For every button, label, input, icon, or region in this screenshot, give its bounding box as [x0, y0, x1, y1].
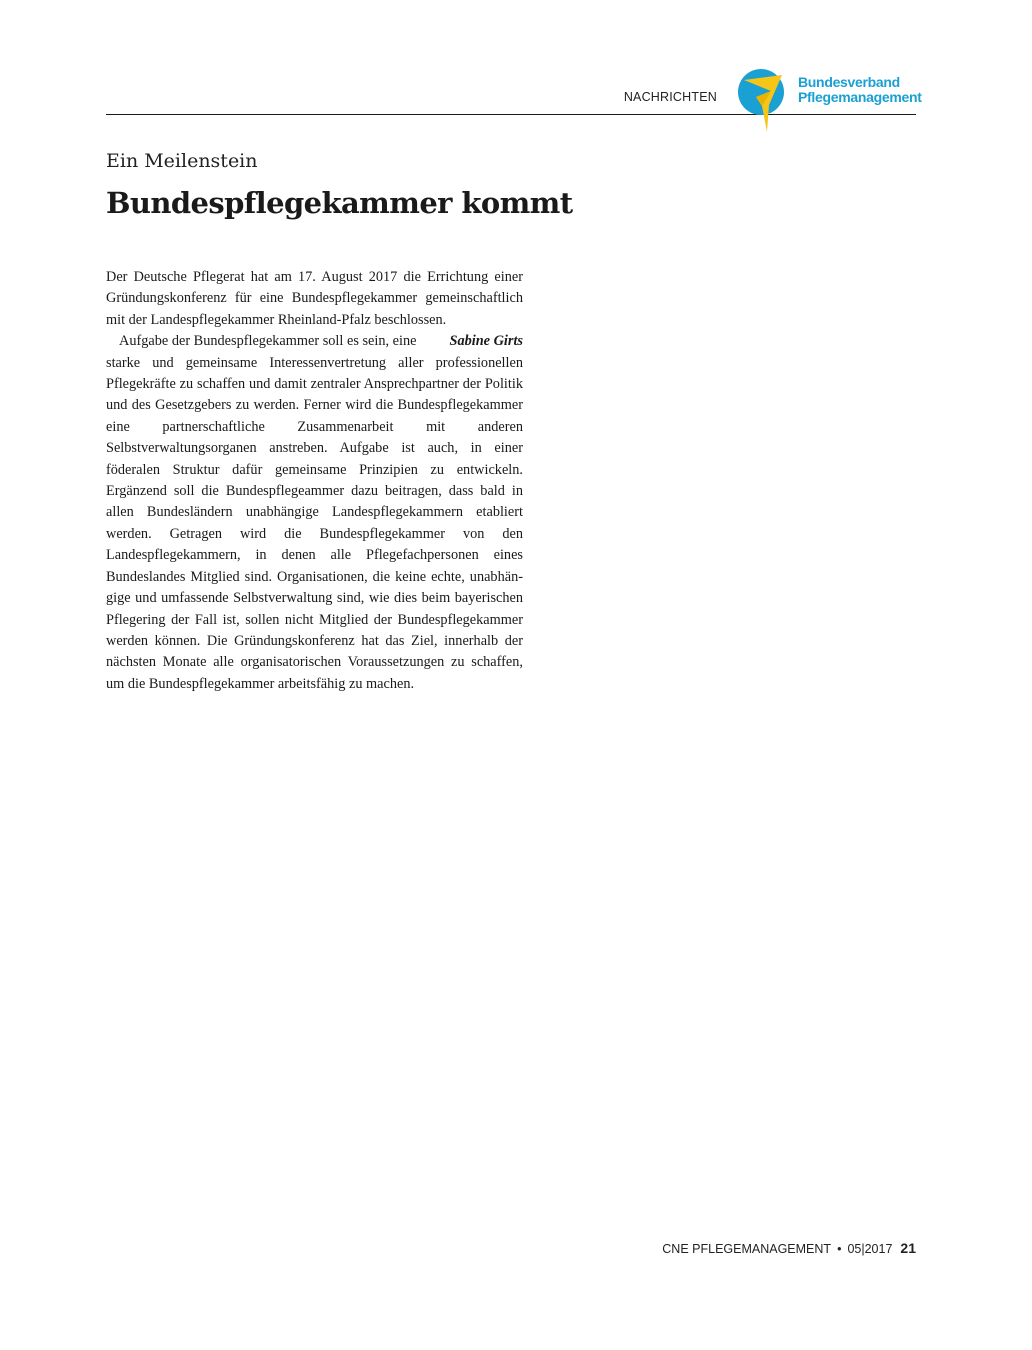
footer-issue: 05|2017 [847, 1242, 893, 1256]
logo-line-1: Bundesverband [798, 74, 900, 90]
article-body [106, 267, 523, 695]
article-paragraph-1: Der Deutsche Pflegerat hat am 17. August 2017 die Errichtung einer Gründungskonferenz für eine Bundespflegekammer gemeinschaftlich mit der Landespflegekammer Rheinland-Pfalz beschlossen. [106, 269, 523, 328]
logo-wordmark [798, 75, 922, 104]
page-number: 21 [900, 1240, 916, 1256]
article-headline: Bundespflegekammer kommt [106, 186, 573, 220]
article-paragraph-2-text: Aufgabe der Bundespflegekammer soll es sein, eine starke und gemeinsame Interessenvertretung aller professionellen Pflegekräfte zu schaffen und damit zentraler Ansprechpartner der Politik und des Gesetzgebers zu werden. Ferner wird die Bundespflegekammer eine partnerschaftliche Zusammenarbeit mit anderen Selbstverwaltungsorganen anstreben. Aufgabe ist auch, in einer föderalen Struktur dafür gemeinsame Prinzipien zu entwickeln. Ergänzend soll die Bundespflegeammer dazu beitragen, dass bald in allen Bundesländern unabhängige Landespflegekammern etabliert werden. Getragen wird die Bundespflegekammer von den Landespflegekammern, in denen alle Pflegefachpersonen eines Bundeslandes Mitglied sind. Organisationen, die keine echte, unabhängige und umfassende Selbstverwaltung sind, wie dies beim bayerischen Pflegering der Fall ist, sollen nicht Mitglied der Bundespflegekammer werden können. Die Gründungskonferenz hat das Ziel, innerhalb der nächsten Monate alle organisatorischen Voraussetzungen zu schaffen, um die Bundespflegekammer arbeitsfähig zu machen. [106, 333, 523, 692]
page-footer [662, 1240, 916, 1256]
footer-journal: CNE PFLEGEMANAGEMENT [662, 1242, 832, 1256]
article-author: Sabine Girts [449, 333, 523, 350]
section-label: NACHRICHTEN [623, 90, 717, 104]
footer-bullet: • [837, 1242, 842, 1256]
article-paragraph-2 [106, 331, 523, 695]
bundesverband-logo [736, 66, 922, 136]
logo-line-2: Pflegemanagement [798, 88, 922, 105]
article-kicker: Ein Meilenstein [106, 150, 258, 172]
logo-mark-icon [736, 66, 792, 134]
